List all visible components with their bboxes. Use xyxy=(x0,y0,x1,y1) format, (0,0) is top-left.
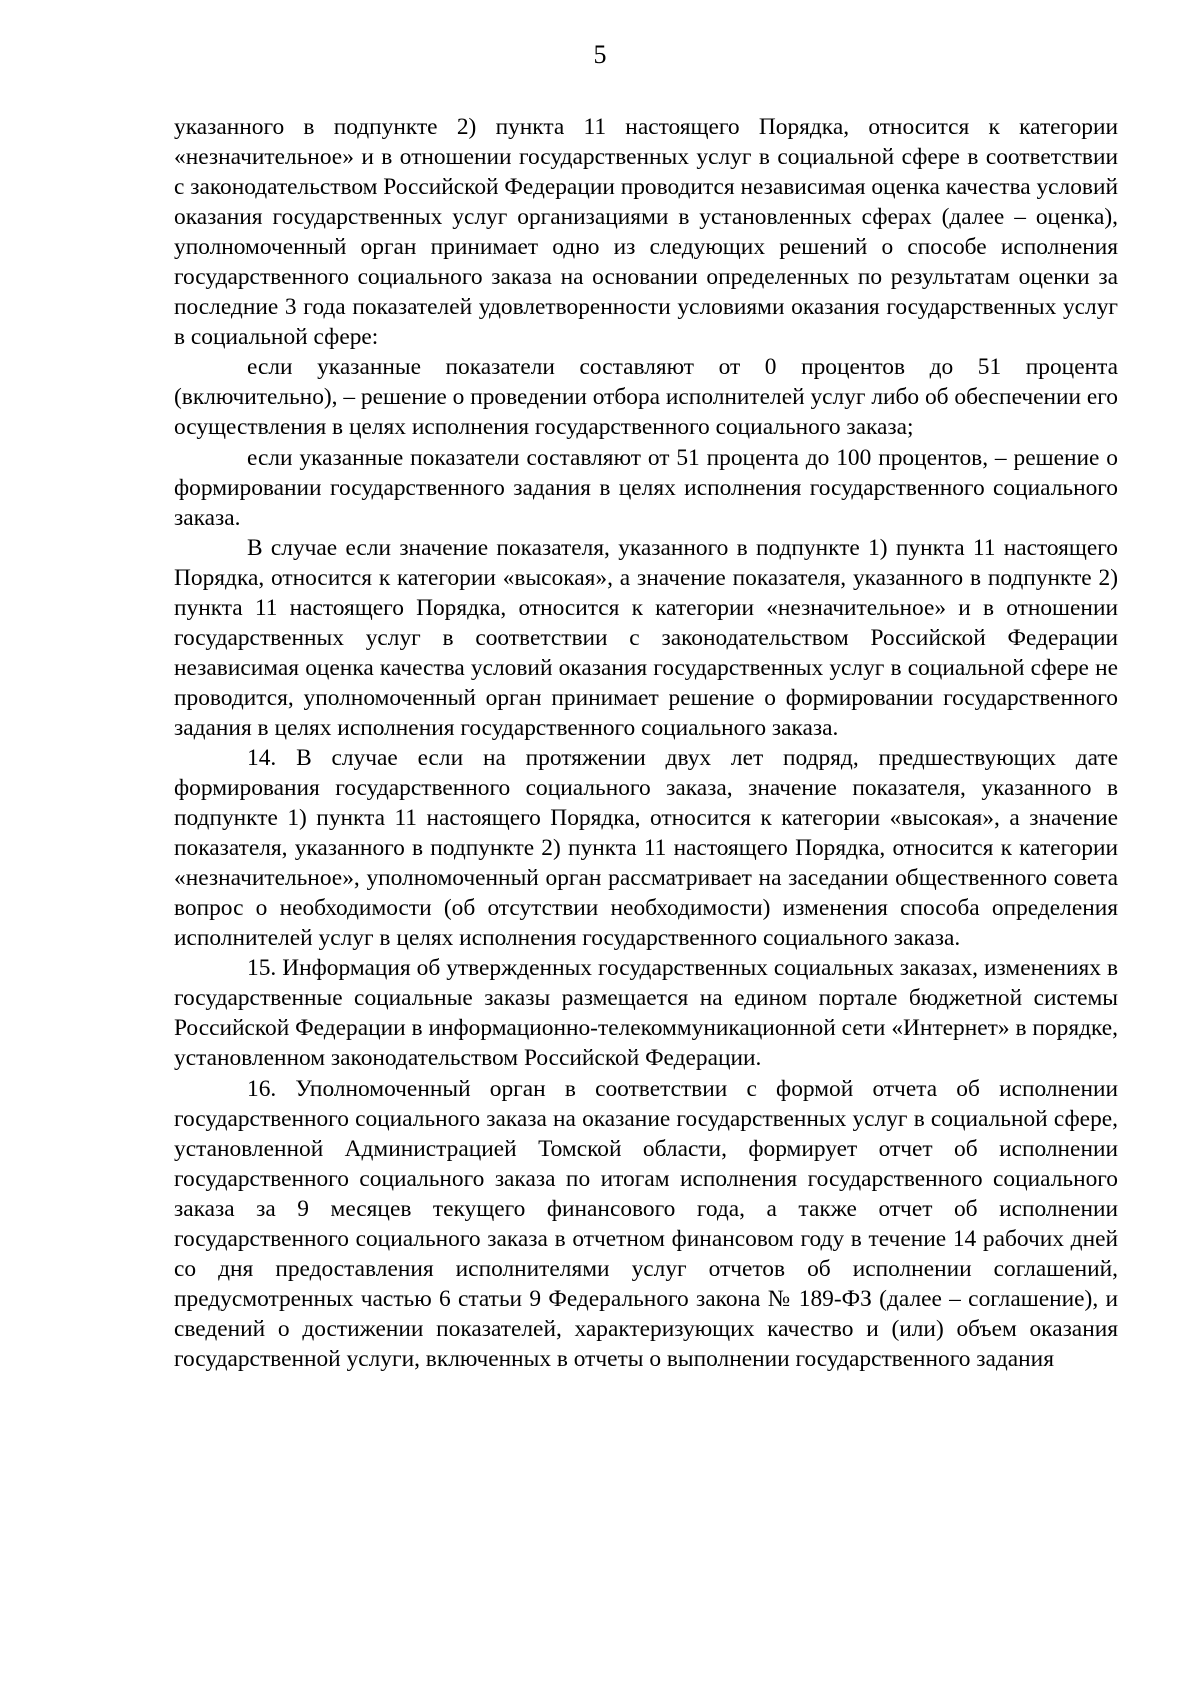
paragraph-item-15: 15. Информация об утвержденных государственных социальных заказах, изменениях в государственные социальные заказы размещается на едином портале бюджетной системы Российской Федерации в информационно-телекоммуникационной сети «Интернет» в порядке, установленном законодательством Российской Федерации. xyxy=(174,955,1118,1072)
paragraph-condition-51-100: если указанные показатели составляют от 51 процента до 100 процентов, – решение о формировании государственного задания в целях исполнения государственного социального заказа. xyxy=(174,444,1118,531)
page-number: 5 xyxy=(593,40,607,69)
paragraph-item-14: 14. В случае если на протяжении двух лет подряд, предшествующих дате формирования государственного социального заказа, значение показателя, указанного в подпункте 1) пункта 11 настоящего Порядка, относится к категории «высокая», а значение показателя, указанного в подпункте 2) пункта 11 настоящего Порядка, относится к категории «незначительное», уполномоченный орган рассматривает на заседании общественного совета вопрос о необходимости (об отсутствии необходимости) изменения способа определения исполнителей услуг в целях исполнения государственного социального заказа. xyxy=(174,744,1118,952)
paragraph-continuation: указанного в подпункте 2) пункта 11 настоящего Порядка, относится к категории «незначительное» и в отношении государственных услуг в социальной сфере в соответствии с законодательством Российской Федерации проводится независимая оценка качества условий оказания государственных услуг организациями в установленных сферах (далее – оценка), уполномоченный орган принимает одно из следующих решений о способе исполнения государственного социального заказа на основании определенных по результатам оценки за последние 3 года показателей удовлетворенности условиями оказания государственных услуг в социальной сфере: xyxy=(174,114,1118,351)
paragraph-condition-0-51: если указанные показатели составляют от 0 процентов до 51 процента (включительно), – решение о проведении отбора исполнителей услуг либо об обеспечении его осуществления в целях исполнения государственного социального заказа; xyxy=(174,354,1118,441)
paragraph-high-category-case: В случае если значение показателя, указанного в подпункте 1) пункта 11 настоящего Порядка, относится к категории «высокая», а значение показателя, указанного в подпункте 2) пункта 11 настоящего Порядка, относится к категории «незначительное» и в отношении государственных услуг в соответствии с законодательством Российской Федерации независимая оценка качества условий оказания государственных услуг в социальной сфере не проводится, уполномоченный орган принимает решение о формировании государственного задания в целях исполнения государственного социального заказа. xyxy=(174,534,1118,741)
document-body xyxy=(174,112,1118,1374)
paragraph-item-16: 16. Уполномоченный орган в соответствии с формой отчета об исполнении государственного социального заказа на оказание государственных услуг в социальной сфере, установленной Администрацией Томской области, формирует отчет об исполнении государственного социального заказа по итогам исполнения государственного социального заказа за 9 месяцев текущего финансового года, а также отчет об исполнении государственного социального заказа в отчетном финансовом году в течение 14 рабочих дней со дня предоставления исполнителями услуг отчетов об исполнении соглашений, предусмотренных частью 6 статьи 9 Федерального закона № 189-ФЗ (далее – соглашение), и сведений о достижении показателей, характеризующих качество и (или) объем оказания государственной услуги, включенных в отчеты о выполнении государственного задания xyxy=(174,1075,1118,1372)
